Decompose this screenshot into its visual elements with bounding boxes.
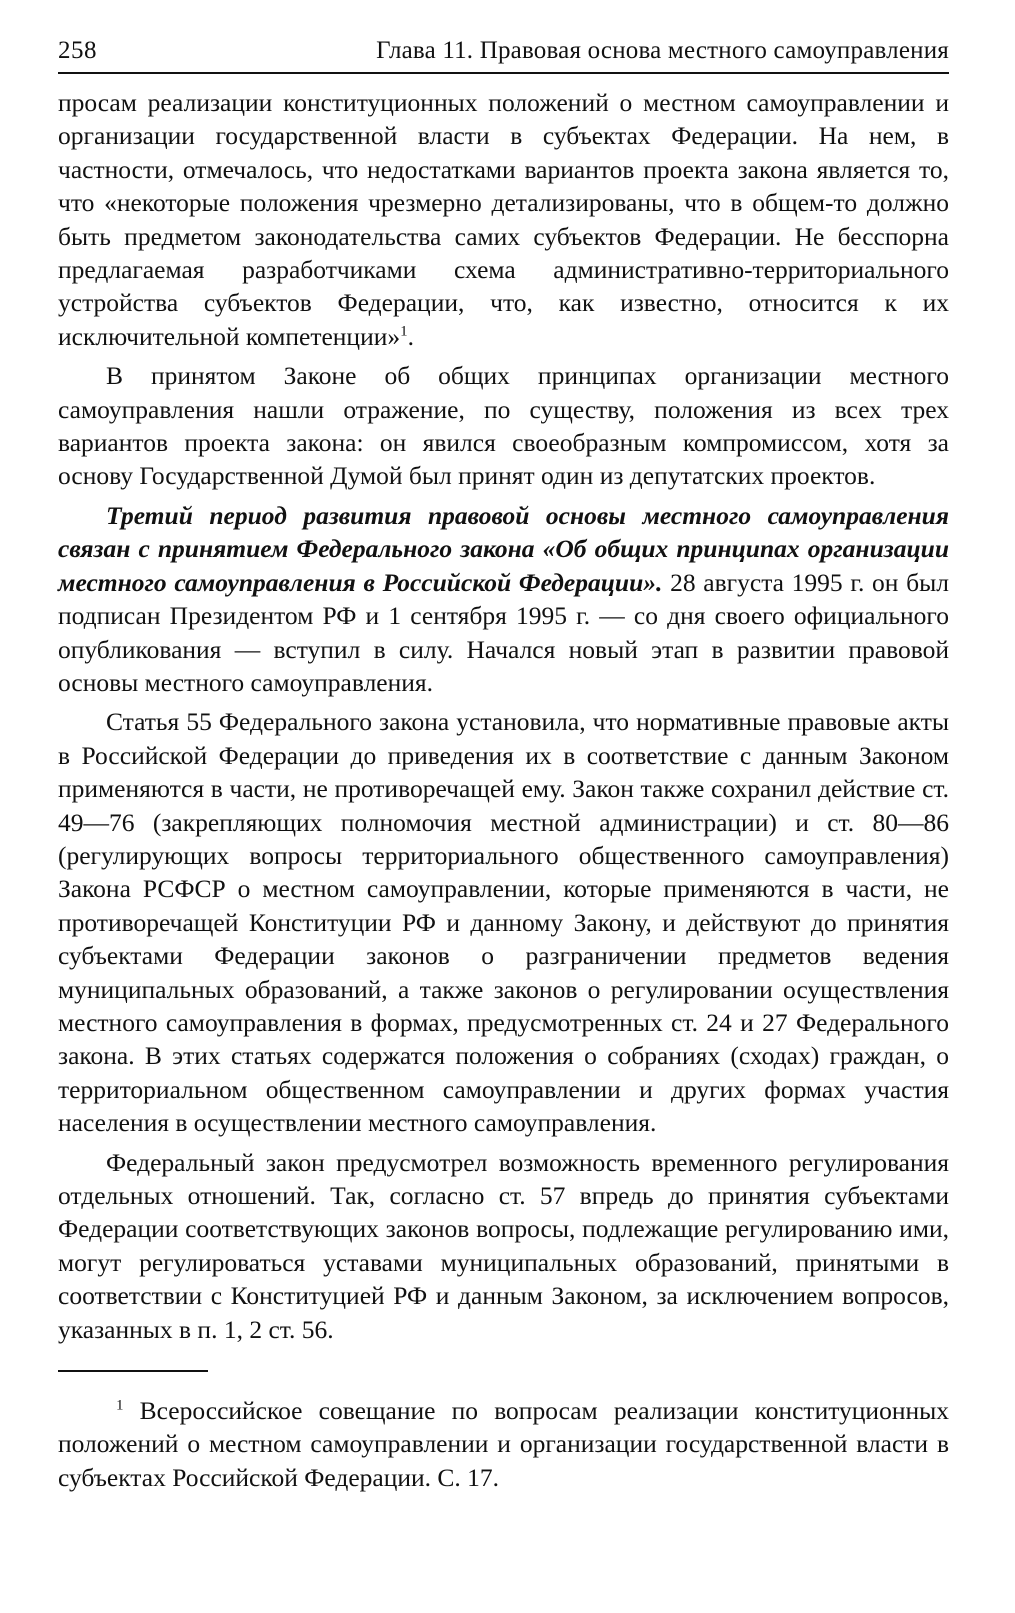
paragraph-3-emphasis: Третий период развития правовой основы местного самоуправления связан с принятием Федерального закона «Об общих принципах организации местного самоуправления в Российской Федерации». bbox=[58, 500, 949, 597]
paragraph-1-end: . bbox=[407, 321, 414, 351]
footnote-divider bbox=[58, 1370, 208, 1372]
footnote-text: Всероссийское совещание по вопросам реализации конституционных положений о местном самоуправлении и организации государственной власти в субъектах Российской Федерации. С. 17. bbox=[58, 1396, 949, 1492]
paragraph-1 bbox=[58, 86, 949, 353]
paragraph-2: В принятом Законе об общих принципах организации местного самоуправления нашли отражение, по существу, положения из всех трех вариантов проекта закона: он явился своеобразным компромиссом, хотя за основу Государственной Думой был принят один из депутатских проектов. bbox=[58, 361, 949, 491]
page-number: 258 bbox=[58, 37, 97, 64]
footnote-marker: 1 bbox=[116, 1397, 124, 1414]
paragraph-5: Федеральный закон предусмотрел возможность временного регулирования отдельных отношений. Так, согласно ст. 57 впредь до принятия субъектами Федерации соответствующих законов вопросы, подлежащие регулированию ими, могут регулироваться уставами муниципальных образований, принятыми в соответствии с Конституцией РФ и данным Законом, за исключением вопросов, указанных в п. 1, 2 ст. 56. bbox=[58, 1147, 949, 1344]
paragraph-3 bbox=[58, 499, 949, 699]
paragraph-1-text: просам реализации конституционных положений о местном самоуправлении и организации государственной власти в субъектах Федерации. На нем, в частности, отмечалось, что недостатками вариантов проекта закона является то, что «некоторые положения чрезмерно детализированы, что в общем-то должно быть предметом законодательства самих субъектов Федерации. Не бесспорна предлагаемая разработчиками схема административно-территориального устройства субъектов Федерации, что, как известно, относится к их исключительной компетенции» bbox=[58, 88, 949, 351]
paragraph-4: Статья 55 Федерального закона установила, что нормативные правовые акты в Российской Федерации до приведения их в соответствие с данным Законом применяются в части, не противоречащей ему. Закон также сохранил действие ст. 49—76 (закрепляющих полномочия местной администрации) и ст. 80—86 (регулирующих вопросы территориального общественного самоуправления) Закона РСФСР о местном самоуправлении, которые применяются в части, не противоречащей Конституции РФ и данному Закону, и действуют до принятия субъектами Федерации законов о разграничении предметов ведения муниципальных образований, а также законов о регулировании осуществления местного самоуправления в формах, предусмотренных ст. 24 и 27 Федерального закона. В этих статьях содержатся положения о собраниях (сходах) граждан, о территориальном общественном самоуправлении и других формах участия населения в осуществлении местного самоуправления. bbox=[58, 707, 949, 1138]
footnote bbox=[58, 1394, 949, 1494]
running-head bbox=[58, 36, 949, 74]
paragraph-3-rest: 28 августа 1995 г. он был подписан Президентом РФ и 1 сентября 1995 г. — со дня своего официального опубликования — вступил в силу. Начался новый этап в развитии правовой основы местного самоуправления. bbox=[58, 567, 949, 697]
footnote-reference: 1 bbox=[400, 323, 408, 340]
chapter-title: Глава 11. Правовая основа местного самоуправления bbox=[376, 37, 949, 64]
book-page bbox=[58, 36, 949, 1494]
body-text bbox=[58, 86, 949, 1494]
